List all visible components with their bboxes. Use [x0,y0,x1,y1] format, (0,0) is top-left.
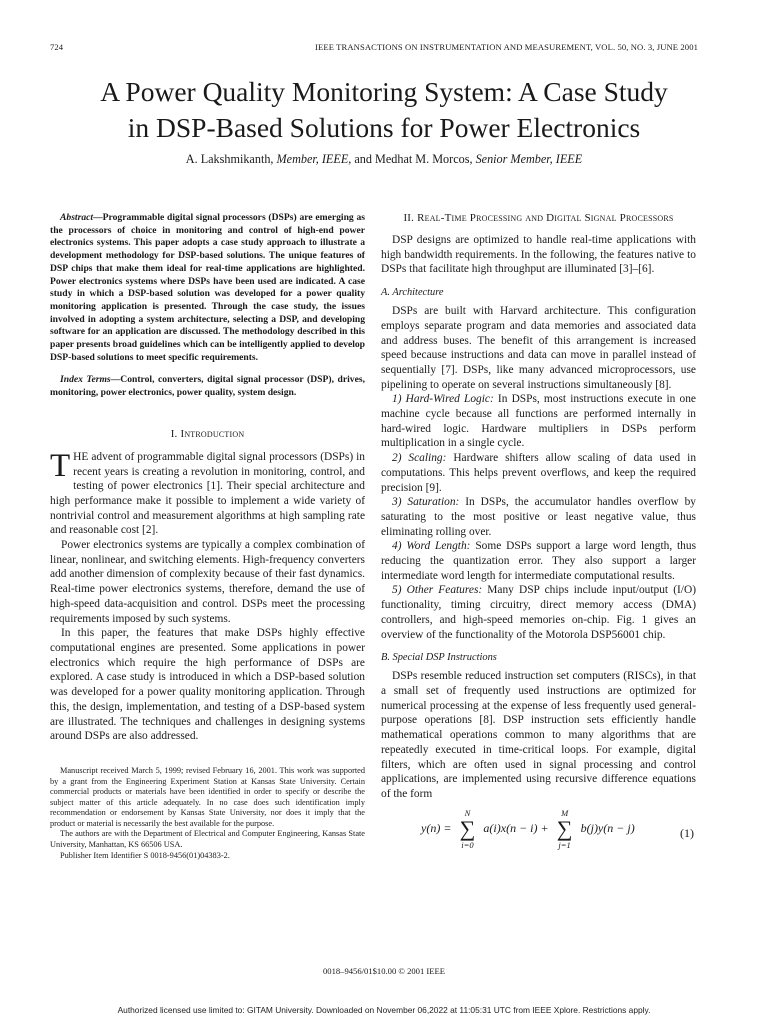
item-2-title: 2) Scaling: [392,452,447,465]
running-head [50,42,698,52]
intro-paragraph-2: Power electronics systems are typically a complex combination of linear, nonlinear, and switching elements. High-frequency converters add another dimension of complexity because of their fast dynamics. Real-time power electronics systems, therefore, demand the use of high-speed data-acquisition and control. DSPs meet the processing requirements imposed by such systems. [50,539,365,625]
equation-lhs: y(n) = [421,820,452,835]
subsection-a-paragraph: DSPs are built with Harvard architecture. This configuration employs separate program and data memories and associated data and address buses. The benefit of this arrangement is increased speed because instructions and data can move in parallel instead of sequentially [7]. DSPs, like many advanced microprocessors, use pipelining to operate on several instructions simultaneously [8]. [381,305,696,391]
subsection-a-heading: A. Architecture [381,287,444,299]
summation-1-upper: N [464,807,471,818]
footnote-affiliation: The authors are with the Department of Electrical and Computer Engineering, Kansas State University, Manhattan, KS 66506 USA. [50,829,365,850]
index-terms-text: —Control, converters, digital signal processor (DSP), drives, monitoring, power electronics, power quality, system design. [50,374,365,399]
journal-info: IEEE TRANSACTIONS ON INSTRUMENTATION AND MEASUREMENT, VOL. 50, NO. 3, JUNE 2001 [315,42,698,52]
author-2-role: Senior Member, IEEE [475,152,583,166]
equation-body [421,807,635,850]
equation-1 [381,807,696,854]
item-scaling [381,451,696,495]
section-2-heading [381,212,696,224]
drop-cap: T [50,447,71,484]
summation-2 [555,807,575,850]
intro-paragraph-3: In this paper, the features that make DSPs highly effective computational engines are presented. Some applications in power electronics which require the high performance of DSPs are explored. A case study is introduced in which a DSP-based solution was developed for a power quality monitoring application. Through this, the design, implementation, and testing of a DSP-based system are illustrated. The techniques and challenges in designing systems around DSPs are also addressed. [50,627,365,743]
item-2-text: Hardware shifters allow scaling of data used in computations. This helps prevent overflows, and keep the required precision [9]. [381,452,697,494]
author-2: Medhat M. Morcos, [375,152,473,166]
item-4-title: 4) Word Length: [392,540,471,553]
intro-paragraph-1 [50,447,365,538]
left-column [50,212,365,861]
abstract [50,212,365,364]
summation-2-lower: j=1 [558,839,571,850]
author-1-role: Member, IEEE, [276,152,352,166]
equation-term-1: a(i)x(n − i) + [483,820,549,835]
sigma-2: ∑ [556,815,573,841]
section-2-number: II. [403,212,415,224]
footnote-identifier: Publisher Item Identifier S 0018-9456(01)04383-2. [60,850,230,860]
paper-title [40,74,728,146]
item-3-title: 3) Saturation: [392,496,460,509]
summation-1 [457,807,477,850]
sigma-1: ∑ [459,815,476,841]
author-conjunction: and [354,152,372,166]
subsection-b-heading: B. Special DSP Instructions [381,652,497,664]
section-1-number: I. [170,427,178,440]
item-4-text: Some DSPs support a large word length, thus reducing the quantization error. They also support a larger intermediate word length for intermediate computational results. [381,540,697,582]
section-2-intro: DSP designs are optimized to handle real-time applications with high bandwidth requirements. In the following, the features native to DSPs that facilitate high throughput are illuminated [3]–[6]. [381,234,696,276]
copyright-line: 0018–9456/01$10.00 © 2001 IEEE [322,966,446,976]
paper-title-line2: in DSP-Based Solutions for Power Electronics [127,112,641,143]
subsection-b-paragraph: DSPs resemble reduced instruction set computers (RISCs), in that a small set of frequently used instructions are optimized for numerical processing at the expense of less frequently used general-purpose operations [8]. DSP instruction sets efficiently handle mathematical operations common to many algorithms that are repeatedly executed in time-critical loops. For example, digital filters, which are often used in signal processing and control applications, are implemented using recursive difference equations of the form [381,670,696,800]
index-terms [50,374,365,399]
item-5-text: Many DSP chips include input/output (I/O) functionality, timing circuitry, direct memory access (DMA) controllers, and high-speed memories on-chip. Fig. 1 gives an overview of the functionality of the Motorola DSP56001 chip. [381,584,696,641]
abstract-text: —Programmable digital signal processors (DSPs) are emerging as the processors of choice in monitoring and control of high-end power electronics systems. This paper adopts a case study approach to illustrate a development methodology for DSP-based solutions. The unique features of DSP chips that make them ideal for real-time applications are highlighted. Power electronics systems where DSPs have been used are indicated. A case study in which a DSP-based solution was developed for a power quality monitoring application is presented. Through the case study, the issues involved in adopting a system architecture, selecting a DSP, and developing software for an application are discussed. The methodology described in this paper presents broad guidelines which can be intelligently applied to develop DSP-based solutions to meet specific requirements. [50,212,365,363]
summation-2-upper: M [561,807,569,818]
item-3-text: In DSPs, the accumulator handles overflow by saturating to the most positive or least negative value, thus eliminating rolling over. [381,496,696,538]
authorized-use-notice: Authorized licensed use limited to: GITAM University. Downloaded on November 06,2022 at 11:05:31 UTC from IEEE Xplore. Restrictions apply. [117,1005,651,1015]
item-1-text: In DSPs, most instructions execute in one machine cycle because all functions are performed internally in hard-wired logic. Hardware multipliers in DSPs perform multiplication in a single cycle. [381,393,696,450]
item-other-features [381,583,696,642]
item-1-title: 1) Hard-Wired Logic: [392,393,494,406]
summation-1-lower: i=0 [461,839,474,850]
item-word-length [381,539,696,583]
section-1-title: Introduction [180,427,245,440]
page-number: 724 [50,42,64,52]
section-2-title: Real-Time Processing and Digital Signal Processors [417,212,674,224]
paper-title-line1: A Power Quality Monitoring System: A Case Study [100,76,668,107]
index-terms-label: Index Terms [60,374,111,386]
equation-term-2: b(j)y(n − j) [580,820,635,835]
author-1: A. Lakshmikanth, [185,152,274,166]
intro-paragraph-1-text: HE advent of programmable digital signal processors (DSPs) in recent years is creating a revolution in monitoring, control, and testing of power electronics [1]. Their special architecture and high performance make it possible to implement a wide variety of nontrivial control and measurement algorithms at high sampling rate and reasonable cost [2]. [50,450,365,537]
footnote-manuscript: Manuscript received March 5, 1999; revised February 16, 2001. This work was supported by a grant from the Engineering Experiment Station at Kansas State University. Certain commercial products or materials have been identified in order to specify or describe the subject matter of this article adequately. In no case does such identification imply recommendation or endorsement by Kansas State University, nor does it imply that the product or material is necessarily the best available for the purpose. [50,765,365,828]
section-1-heading [50,428,365,440]
author-line [40,152,728,167]
equation-number: (1) [680,825,694,840]
item-hard-wired-logic [381,392,696,451]
abstract-label: Abstract [60,212,94,223]
right-column [381,212,696,854]
item-saturation [381,495,696,539]
item-5-title: 5) Other Features: [392,584,483,597]
